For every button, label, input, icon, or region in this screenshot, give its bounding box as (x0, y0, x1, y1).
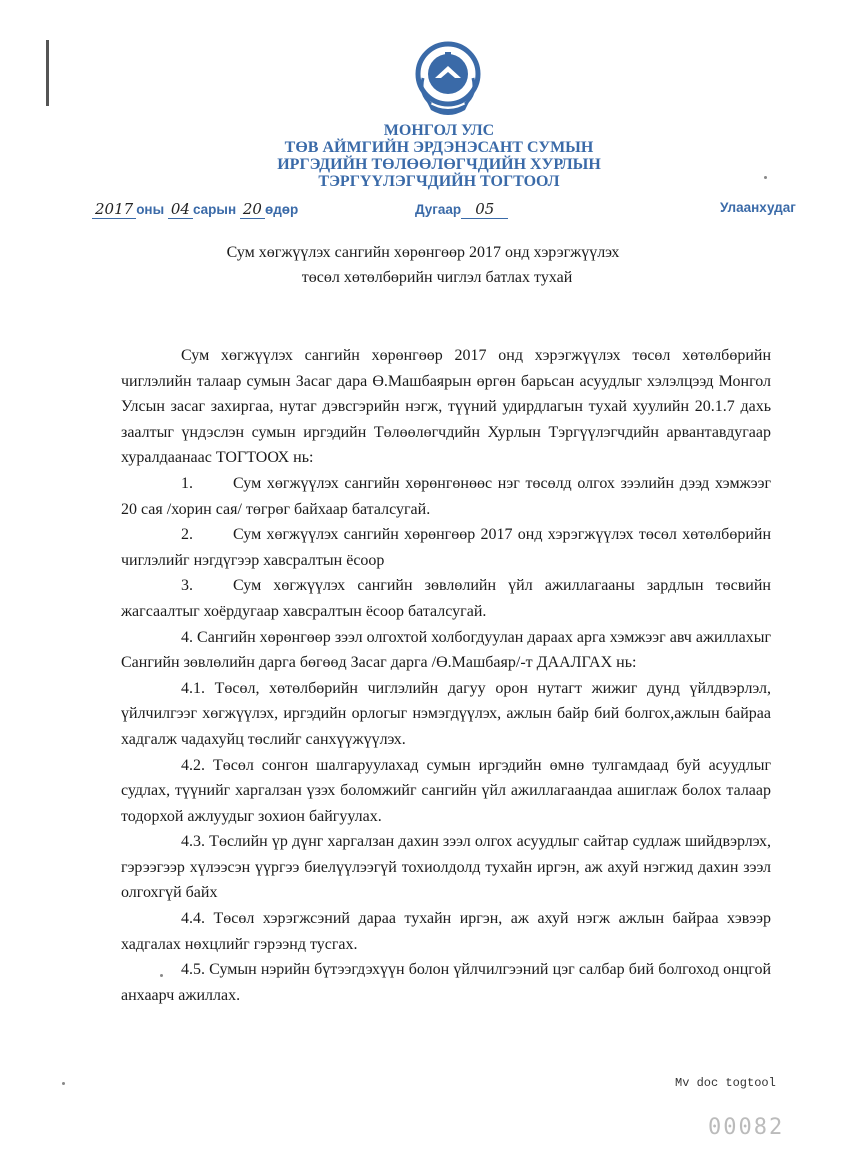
scan-speck (62, 1082, 65, 1085)
page-stamp: 00082 (708, 1115, 785, 1140)
body-item-4-2: 4.2. Төсөл сонгон шалгаруулахад сумын иргэдийн өмнө тулгамдаад буй асуудлыг судлах, түүнийг харгалзан үзэх боломжийг сангийн үйл ажиллагаандаа ашиглаж болох талаар тодорхой ажлуудыг зохион байгуулах. (121, 756, 771, 825)
body-intro: Сум хөгжүүлэх сангийн хөрөнгөөр 2017 онд хэрэгжүүлэх төсөл хөтөлбөрийн чиглэлийн талаар сумын Засаг дара Ө.Машбаярын өргөн барьсан асуудлыг хэлэлцээд Монгол Улсын засаг захиргаа, нутаг дэвсгэрийн нэгж, түүний удирдлагын тухай хуулийн 20.1.7 дахь заалтыг үндэслэн сумын иргэдийн Төлөөлөгчдийн Хурлын Тэргүүлэгчдийн арвантавдугаар хуралдаанаас ТОГТООХ нь: (121, 347, 771, 467)
body-item-4-3: 4.3. Төслийн үр дүнг харгалзан дахин зээл олгох асуудлыг сайтар судлаж шийдвэрлэх, гэрээгээр хүлээсэн үүргээ биелүүлээгүй тохиолдолд тухайн иргэн, аж ахуй нэгжид дахин зээл олгохгүй байх (121, 833, 771, 902)
header-khural: ИРГЭДИЙН ТӨЛӨӨЛӨГЧДИЙН ХУРЛЫН (277, 156, 601, 173)
header-aimag-sum: ТӨВ АЙМГИЙН ЭРДЭНЭСАНТ СУМЫН (284, 139, 594, 156)
body-item-4: 4. Сангийн хөрөнгөөр зээл олгохтой холбогдуулан дараах арга хэмжээг авч ажиллахыг Сангийн зөвлөлийн дарга бөгөөд Засаг дарга /Ө.Машбаяр/-т ДААЛГАХ нь: (121, 628, 771, 672)
scan-speck (160, 974, 163, 977)
document-body (121, 343, 771, 1008)
document-title-line2: төсөл хөтөлбөрийн чиглэл батлах тухай (301, 269, 573, 286)
state-emblem-icon (413, 38, 483, 118)
body-item-4-4: 4.4. Төсөл хэрэгжсэний дараа тухайн иргэн, аж ахуй нэгж ажлын байраа хэвээр хадгалах нөхцлийг гэрээнд тусгах. (121, 910, 771, 953)
item-1-text: Сум хөгжүүлэх сангийн хөрөнгөнөөс нэг төсөлд олгох зээлийн дээд хэмжээг 20 сая /хорин сая/ төгрөг байхаар баталсугай. (121, 474, 771, 518)
date-year-label: оны (136, 202, 165, 217)
body-item-4-1: 4.1. Төсөл, хөтөлбөрийн чиглэлийн дагуу орон нутагт жижиг дунд үйлдвэрлэл, үйлчилгээг хөгжүүлэх, иргэдийн орлогыг нэмэгдүүлэх, ажлын байр бий болгох,ажлын байраа хадгалж чадахуйц төслийг санхүүжүүлэх. (121, 679, 771, 748)
document-place: Улаанхудаг (720, 200, 796, 215)
number-value: 05 (461, 200, 508, 219)
date-day-label: өдөр (264, 202, 299, 217)
scan-speck (764, 176, 767, 179)
number-label: Дугаар (415, 202, 462, 217)
date-day: 20 (240, 200, 265, 219)
document-number (415, 200, 508, 218)
document-title-line1: Сум хөгжүүлэх сангийн хөрөнгөөр 2017 онд хэрэгжүүлэх (226, 244, 620, 261)
item-2-text: Сум хөгжүүлэх сангийн хөрөнгөөр 2017 онд хэрэгжүүлэх төсөл хөтөлбөрийн чиглэлийг нэгдүгээр хавсралтын ёсоор (121, 526, 771, 569)
body-item-3 (121, 573, 771, 624)
margin-mark (46, 40, 49, 106)
body-item-2 (121, 522, 771, 573)
item-3-text: Сум хөгжүүлэх сангийн зөвлөлийн үйл ажиллагааны зардлын төсвийн жагсаалтыг хоёрдугаар хавсралтын ёсоор баталсугай. (121, 577, 771, 620)
item-3-number: 3. (181, 577, 193, 595)
item-2-number: 2. (181, 526, 193, 544)
item-1-number: 1. (181, 474, 193, 492)
footer-filename: Mv doc togtool (675, 1076, 776, 1090)
date-month: 04 (168, 200, 193, 219)
header-document-type: ТЭРГҮҮЛЭГЧДИЙН ТОГТООЛ (318, 173, 560, 190)
header-country: МОНГОЛ УЛС (383, 122, 495, 139)
date-month-label: сарын (192, 202, 237, 217)
body-item-4-5: 4.5. Сумын нэрийн бүтээгдэхүүн болон үйлчилгээний цэг салбар бий болгоход онцгой анхаарч ажиллах. (121, 961, 771, 1004)
date-year: 2017 (92, 200, 136, 219)
body-item-1 (121, 471, 771, 522)
document-date (92, 200, 298, 218)
